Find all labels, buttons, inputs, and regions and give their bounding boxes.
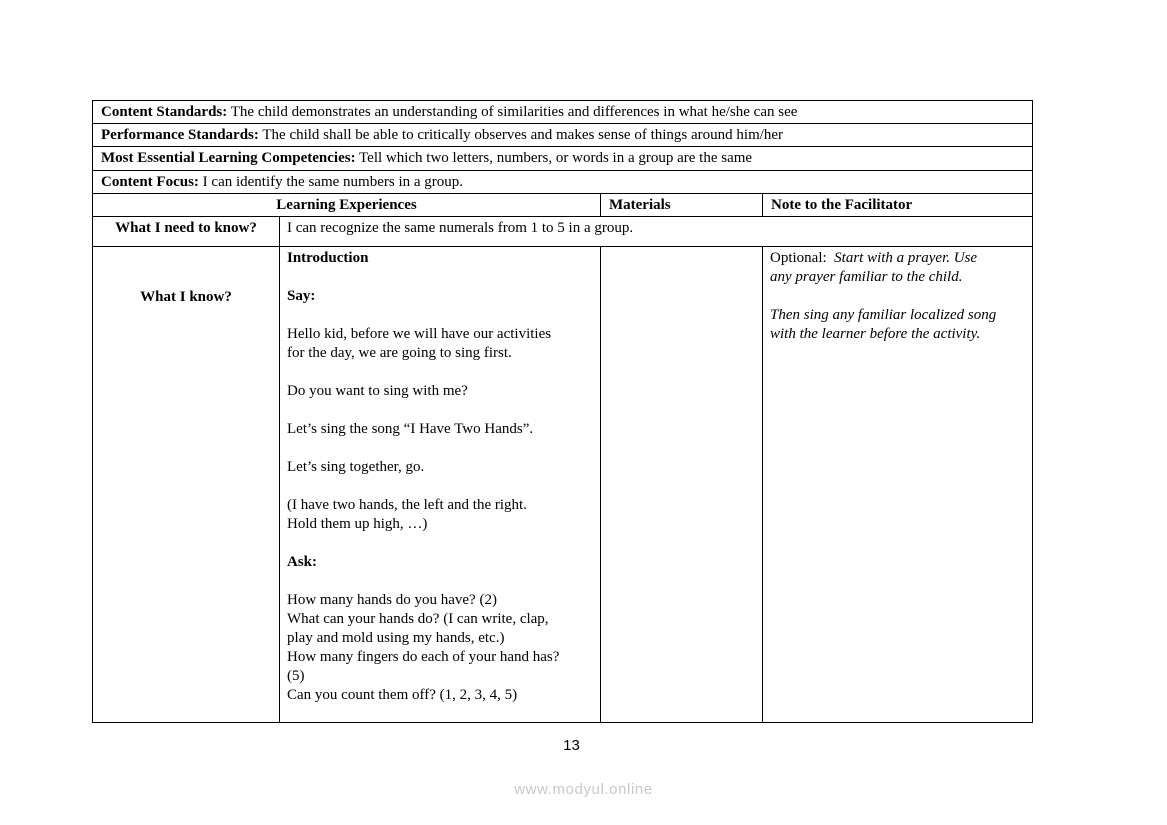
competencies-label: Most Essential Learning Competencies: [101, 150, 356, 166]
need-to-know-text: I can recognize the same numerals from 1 to 5 in a group. [279, 216, 1033, 247]
competencies-row [92, 146, 1033, 171]
content-focus-text: I can identify the same numbers in a group. [198, 174, 464, 190]
header-materials: Materials [600, 193, 763, 217]
need-to-know-label: What I need to know? [92, 216, 280, 247]
ask-line: Can you count them off? (1, 2, 3, 4, 5) [287, 687, 518, 703]
what-i-know-cell [92, 246, 280, 723]
say-line: Let’s sing together, go. [287, 459, 425, 475]
performance-standards-text: The child shall be able to critically observes and makes sense of things around him/her [258, 127, 784, 143]
say-line: for the day, we are going to sing first. [287, 345, 512, 361]
say-heading: Say: [287, 288, 316, 304]
content-standards-label: Content Standards: [101, 104, 228, 120]
content-focus-label: Content Focus: [101, 174, 199, 190]
competencies-text: Tell which two letters, numbers, or words in a group are the same [355, 150, 753, 166]
introduction-heading: Introduction [287, 250, 369, 266]
say-line: Hello kid, before we will have our activities [287, 326, 552, 342]
ask-line: (5) [287, 668, 305, 684]
content-standards-row [92, 100, 1033, 124]
materials-cell [600, 246, 763, 723]
note-line: Then sing any familiar localized song [770, 307, 997, 323]
say-line: Hold them up high, …) [287, 516, 428, 532]
performance-standards-row [92, 123, 1033, 147]
note-line: Start with a prayer. Use [834, 250, 978, 266]
say-line: Let’s sing the song “I Have Two Hands”. [287, 421, 534, 437]
ask-line: What can your hands do? (I can write, clap, [287, 611, 549, 627]
ask-line: play and mold using my hands, etc.) [287, 630, 505, 646]
ask-line: How many fingers do each of your hand has? [287, 649, 560, 665]
header-learning-experiences: Learning Experiences [92, 193, 601, 217]
watermark: www.modyul.online [514, 781, 653, 798]
ask-heading: Ask: [287, 554, 318, 570]
ask-line: How many hands do you have? (2) [287, 592, 497, 608]
note-line: any prayer familiar to the child. [770, 269, 963, 285]
page-number: 13 [563, 737, 580, 754]
learning-experiences-cell [279, 246, 601, 723]
header-notes: Note to the Facilitator [762, 193, 1033, 217]
note-optional-label: Optional: [770, 250, 827, 266]
what-i-know-label: What I know? [140, 289, 232, 305]
say-line: (I have two hands, the left and the right. [287, 497, 527, 513]
note-line: with the learner before the activity. [770, 326, 981, 342]
content-focus-row [92, 170, 1033, 194]
say-line: Do you want to sing with me? [287, 383, 468, 399]
performance-standards-label: Performance Standards: [101, 127, 259, 143]
notes-cell [762, 246, 1033, 723]
content-standards-text: The child demonstrates an understanding of similarities and differences in what he/she can see [227, 104, 798, 120]
